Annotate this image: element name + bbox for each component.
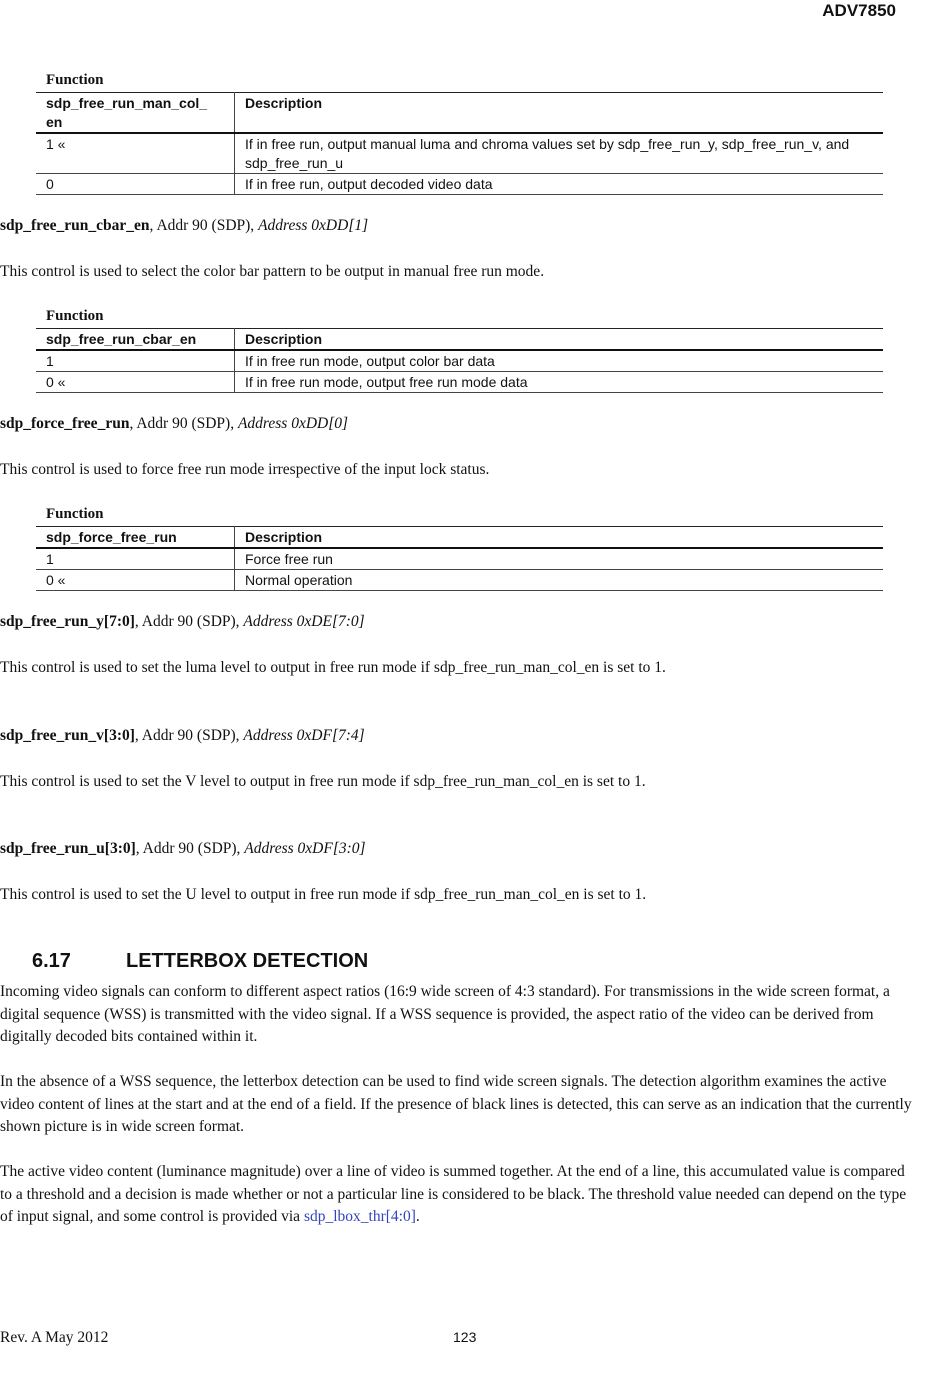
register-address: Address 0xDF[3:0] xyxy=(244,840,366,857)
table-cell-value: 0 xyxy=(36,174,235,195)
register-link[interactable]: sdp_lbox_thr[4:0] xyxy=(303,1208,416,1225)
table-cell-description: Normal operation xyxy=(235,570,884,591)
register-name: sdp_force_free_run xyxy=(0,415,130,432)
table-header-register: sdp_force_free_run xyxy=(36,527,235,549)
table-row xyxy=(36,570,883,591)
table-row xyxy=(36,548,883,570)
table-free-run-man-col-en xyxy=(36,72,883,195)
paragraph-u: This control is used to set the U level to output in free run mode if sdp_free_run_man_col_en is set to 1. xyxy=(0,886,647,903)
section-number: 6.17 xyxy=(32,950,71,972)
register-addr: , Addr 90 (SDP), xyxy=(129,415,238,432)
table-cell-description: If in free run, output manual luma and chroma values set by sdp_free_run_y, sdp_free_run_v, and sdp_free_run_u xyxy=(235,133,884,174)
section-title: LETTERBOX DETECTION xyxy=(126,950,369,972)
table-cell-value: 0 « xyxy=(36,372,235,393)
paragraph-letterbox-2: In the absence of a WSS sequence, the letterbox detection can be used to find wide screen signals. The detection algorithm examines the active video content of lines at the start and at the end of a field. If the presence of black lines is detected, this can serve as an indication that the currently shown picture is in wide screen format. xyxy=(0,1073,912,1135)
register-heading-cbar xyxy=(0,217,368,235)
table-cell-value: 0 « xyxy=(36,570,235,591)
table-header-register: sdp_free_run_cbar_en xyxy=(36,329,235,351)
register-address: Address 0xDD[1] xyxy=(258,217,369,234)
register-heading-y xyxy=(0,613,365,631)
register-addr: , Addr 90 (SDP), xyxy=(149,217,259,234)
document-header-title: ADV7850 xyxy=(822,1,896,20)
register-name: sdp_free_run_v[3:0] xyxy=(0,727,135,744)
footer-revision: Rev. A May 2012 xyxy=(0,1329,109,1346)
table-caption: Function xyxy=(46,308,104,324)
table-cell-description: Force free run xyxy=(235,548,884,570)
table-row xyxy=(36,133,883,174)
register-heading-force xyxy=(0,415,348,433)
table-row xyxy=(36,350,883,372)
table-row xyxy=(36,372,883,393)
register-name: sdp_free_run_cbar_en xyxy=(0,217,150,234)
table-header-register: sdp_free_run_man_col_ en xyxy=(36,93,235,134)
paragraph-letterbox-3 xyxy=(0,1161,920,1229)
paragraph-letterbox-1: Incoming video signals can conform to different aspect ratios (16:9 wide screen of 4:3 standard). For transmissions in the wide screen format, a digital sequence (WSS) is transmitted with the video signal. If a WSS sequence is provided, the aspect ratio of the video can be derived from digitally decoded bits contained within it. xyxy=(0,983,890,1045)
register-name: sdp_free_run_u[3:0] xyxy=(0,840,136,857)
paragraph-text: The active video content (luminance magnitude) over a line of video is summed together. At the end of a line, this accumulated value is compared to a threshold and a decision is made whether or not a particular line is considered to be black. The threshold value needed can depend on the type of input signal, and some control is provided via xyxy=(0,1163,907,1225)
register-addr: , Addr 90 (SDP), xyxy=(134,727,244,744)
register-addr: , Addr 90 (SDP), xyxy=(135,840,245,857)
register-heading-v xyxy=(0,727,365,745)
register-name: sdp_free_run_y[7:0] xyxy=(0,613,135,630)
register-address: Address 0xDE[7:0] xyxy=(243,613,365,630)
register-address: Address 0xDD[0] xyxy=(237,415,349,432)
register-addr: , Addr 90 (SDP), xyxy=(134,613,244,630)
register-heading-u xyxy=(0,840,366,858)
paragraph-force: This control is used to force free run mode irrespective of the input lock status. xyxy=(0,461,490,478)
table-cell-description: If in free run, output decoded video data xyxy=(235,174,884,195)
table-cell-value: 1 « xyxy=(36,133,235,174)
footer-page-number: 123 xyxy=(453,1329,477,1345)
paragraph-v: This control is used to set the V level to output in free run mode if sdp_free_run_man_col_en is set to 1. xyxy=(0,773,646,790)
table-free-run-cbar-en xyxy=(36,308,883,393)
table-cell-description: If in free run mode, output free run mode data xyxy=(235,372,884,393)
register-address: Address 0xDF[7:4] xyxy=(243,727,365,744)
table-header-description: Description xyxy=(235,93,884,134)
table-caption: Function xyxy=(46,72,104,88)
paragraph-end: . xyxy=(415,1208,420,1225)
paragraph-y: This control is used to set the luma level to output in free run mode if sdp_free_run_man_col_en is set to 1. xyxy=(0,659,666,676)
table-caption: Function xyxy=(46,506,104,522)
table-cell-value: 1 xyxy=(36,350,235,372)
table-force-free-run xyxy=(36,506,883,591)
paragraph-cbar: This control is used to select the color bar pattern to be output in manual free run mode. xyxy=(0,263,545,280)
table-header-description: Description xyxy=(235,329,884,351)
section-heading xyxy=(32,950,368,973)
table-cell-description: If in free run mode, output color bar data xyxy=(235,350,884,372)
table-row xyxy=(36,174,883,195)
table-header-description: Description xyxy=(235,527,884,549)
table-cell-value: 1 xyxy=(36,548,235,570)
